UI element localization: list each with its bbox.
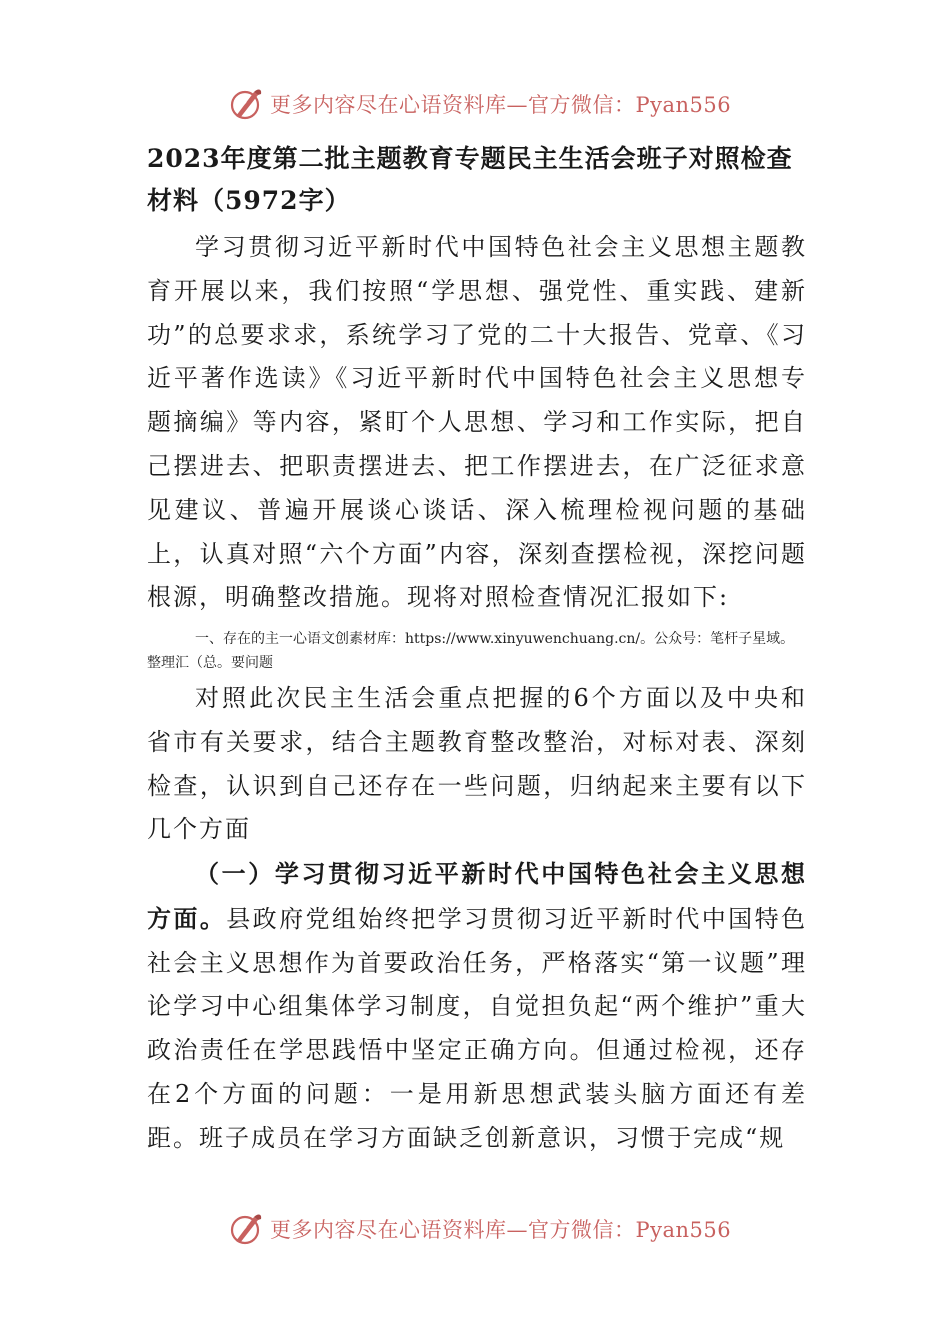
- section-one-paragraph: [147, 852, 807, 1161]
- footer-watermark-banner: [228, 1207, 732, 1251]
- section-one-heading: （一）学习贯彻习近平新时代中国特色社会主义思想方面。: [147, 859, 807, 933]
- section-one-body: 县政府党组始终把学习贯彻习近平新时代中国特色社会主义思想作为首要政治任务，严格落实“第一议题”理论学习中心组集体学习制度，自觉担负起“两个维护”重大政治责任在学思践悟中坚定正确方向。但通过检视，还存在2个方面的问题：一是用新思想武装头脑方面还有差距。班子成员在学习方面缺乏创新意识，习惯于完成“规: [147, 904, 807, 1152]
- quill-pen-logo-icon: [228, 1211, 264, 1247]
- overview-paragraph: 对照此次民主生活会重点把握的6个方面以及中央和省市有关要求，结合主题教育整改整治，对标对表、深刻检查，认识到自己还存在一些问题，归纳起来主要有以下几个方面: [147, 684, 807, 844]
- header-watermark-banner: [228, 82, 732, 126]
- document-title: 2023年度第二批主题教育专题民主生活会班子对照检查材料（5972字）: [147, 144, 793, 215]
- quill-pen-logo-icon: [228, 86, 264, 122]
- footer-watermark-text: 更多内容尽在心语资料库—官方微信：Pyan556: [270, 1218, 732, 1242]
- section-heading-small: 一、存在的主一心语文创素材库：https://www.xinyuwenchuang.cn/。公众号：笔杆子星域。整理汇（总。要问题: [147, 631, 795, 671]
- intro-paragraph: 学习贯彻习近平新时代中国特色社会主义思想主题教育开展以来，我们按照“学思想、强党性、重实践、建新功”的总要求求，系统学习了党的二十大报告、党章、《习近平著作选读》《习近平新时代中国特色社会主义思想专题摘编》等内容，紧盯个人思想、学习和工作实际，把自己摆进去、把职责摆进去、把工作摆进去，在广泛征求意见建议、普遍开展谈心谈话、深入梳理检视问题的基础上，认真对照“六个方面”内容，深刻查摆检视，深挖问题根源，明确整改措施。现将对照检查情况汇报如下:: [147, 233, 807, 612]
- header-watermark-text: 更多内容尽在心语资料库—官方微信：Pyan556: [270, 93, 732, 117]
